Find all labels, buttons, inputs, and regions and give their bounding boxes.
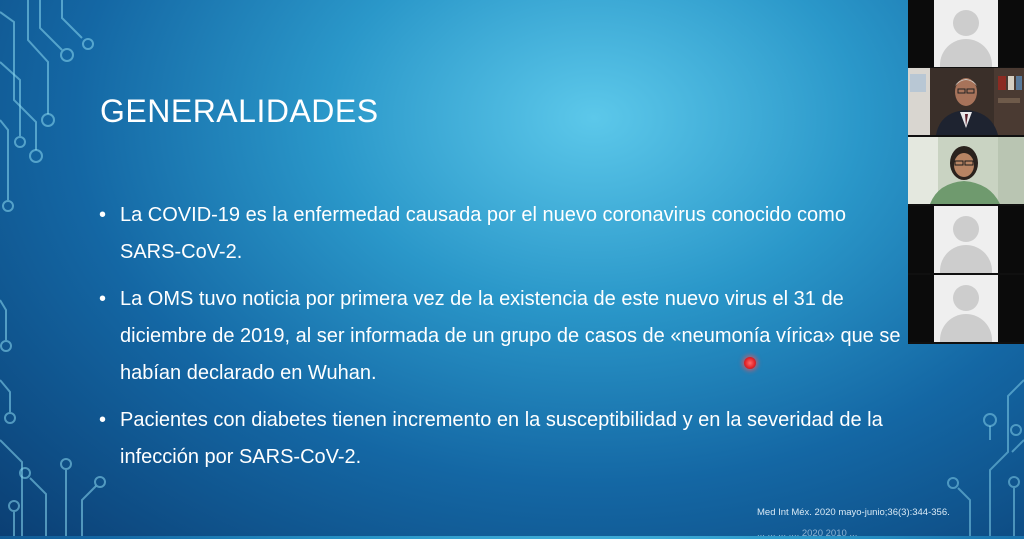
participant-video-woman bbox=[908, 137, 1024, 204]
avatar-icon bbox=[953, 285, 979, 311]
slide-citation-partial: ... ... ... .... 2020 2010 ... bbox=[757, 528, 858, 539]
avatar-body-icon bbox=[940, 39, 992, 67]
participant-video-man bbox=[908, 68, 1024, 135]
slide-citation: Med Int Méx. 2020 mayo-junio;36(3):344-356. bbox=[757, 507, 950, 518]
avatar-body-icon bbox=[940, 245, 992, 273]
participant-tile-avatar[interactable] bbox=[908, 0, 1024, 67]
avatar-icon bbox=[953, 10, 979, 36]
participant-tile-camera[interactable] bbox=[908, 137, 1024, 204]
bullet-covid-definition: • La COVID-19 es la enfermedad causada por el nuevo coronavirus conocido como SARS-CoV-2. bbox=[120, 197, 905, 271]
participant-video-panel[interactable] bbox=[908, 0, 1024, 344]
bullet-diabetes-risk: • Pacientes con diabetes tienen incremento en la susceptibilidad y en la severidad de la infección por SARS-CoV-2. bbox=[120, 402, 905, 476]
participant-tile-avatar[interactable] bbox=[908, 206, 1024, 273]
slide-title: GENERALIDADES bbox=[100, 93, 379, 129]
avatar-icon bbox=[953, 216, 979, 242]
bullet-oms-notice: • La OMS tuvo noticia por primera vez de la existencia de este nuevo virus el 31 de diciembre de 2019, al ser informada de un grupo de casos de «neumonía vírica» que se habían declarado en Wuhan. bbox=[120, 281, 905, 392]
laser-pointer bbox=[744, 357, 756, 369]
participant-tile-avatar[interactable] bbox=[908, 275, 1024, 342]
participant-tile-camera[interactable] bbox=[908, 68, 1024, 135]
avatar-body-icon bbox=[940, 314, 992, 342]
